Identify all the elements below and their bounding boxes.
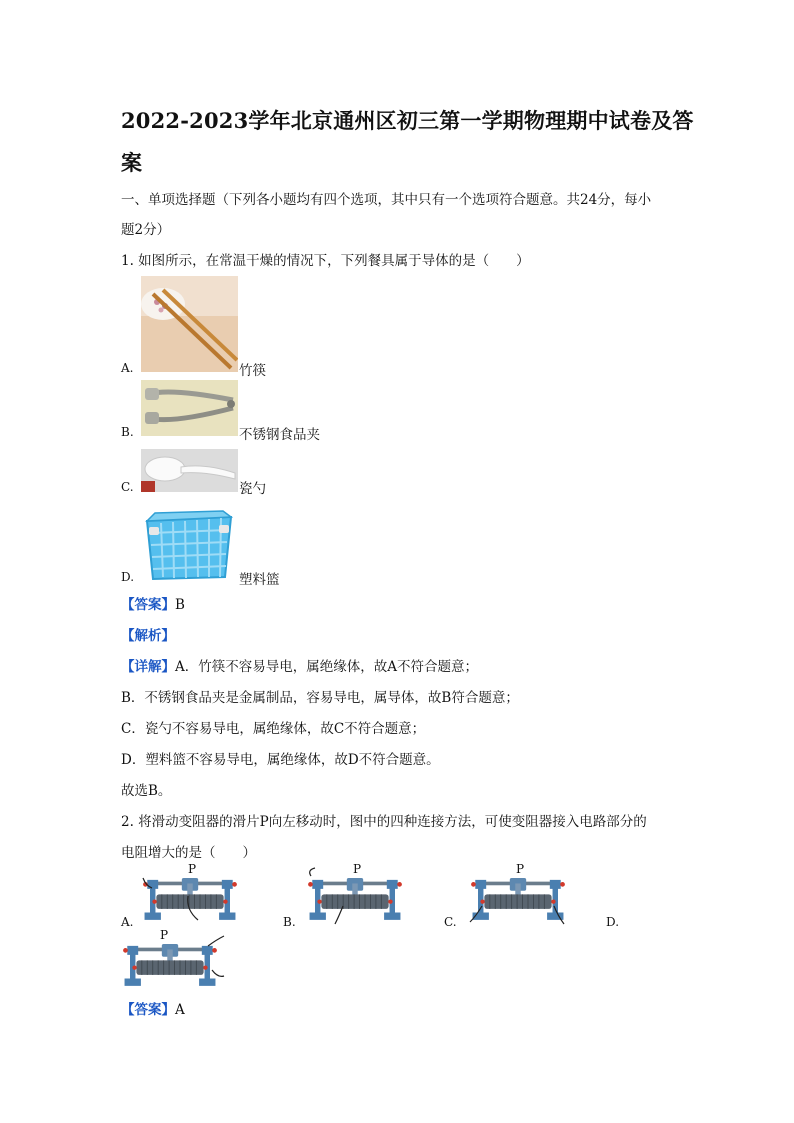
question-2-stem-line2: 电阻增大的是（ ） <box>121 845 256 861</box>
rheostat-a-image <box>140 862 240 926</box>
q2-option-a-letter: A. <box>121 915 134 929</box>
q1-conclusion: 故选B。 <box>121 783 172 799</box>
slider-label-p: P <box>188 862 197 876</box>
q2-option-c-letter: C. <box>444 915 457 929</box>
answer-tag: 【答案】 <box>121 1002 175 1018</box>
section-heading-line1: 一、单项选择题（下列各小题均有四个选项，其中只有一个选项符合题意。共24分，每小 <box>121 192 652 208</box>
q1-detail-line4: D．塑料篮不容易导电，属绝缘体，故D不符合题意。 <box>121 752 440 768</box>
slider-label-p: P <box>160 928 169 942</box>
q1-option-c-label: 瓷勺 <box>239 481 266 497</box>
q1-option-c-letter: C. <box>121 480 134 494</box>
detail-tag: 【详解】 <box>121 659 175 675</box>
slider-label-p: P <box>353 862 362 876</box>
q1-option-a-label: 竹筷 <box>239 363 266 379</box>
tongs-image <box>141 380 238 436</box>
section-heading-line2: 题2分） <box>121 222 171 238</box>
rheostat-c-image <box>468 862 568 926</box>
q1-option-b-letter: B. <box>121 425 134 439</box>
spoon-image <box>141 449 238 492</box>
answer-value: B <box>175 597 185 613</box>
q2-option-b-letter: B. <box>283 915 296 929</box>
q1-analysis-tag: 【解析】 <box>121 628 175 644</box>
slider-label-p: P <box>516 862 525 876</box>
answer-tag: 【答案】 <box>121 597 175 613</box>
basket-image <box>141 503 238 581</box>
q1-detail-line2: B．不锈钢食品夹是金属制品，容易导电，属导体，故B符合题意； <box>121 690 519 706</box>
document-title-line1: 2022-2023学年北京通州区初三第一学期物理期中试卷及答 <box>121 108 694 133</box>
question-1-stem: 1. 如图所示，在常温干燥的情况下，下列餐具属于导体的是（ ） <box>121 253 530 269</box>
q1-detail-line1 <box>121 655 478 675</box>
chopsticks-image <box>141 276 238 372</box>
q1-option-a-letter: A. <box>121 361 134 375</box>
rheostat-d-image <box>120 930 225 992</box>
rheostat-b-image <box>305 862 405 926</box>
q1-answer <box>121 593 185 613</box>
q1-option-b-label: 不锈钢食品夹 <box>239 427 320 443</box>
answer-value: A <box>175 1002 185 1018</box>
question-2-stem-line1: 2. 将滑动变阻器的滑片P向左移动时，图中的四种连接方法，可使变阻器接入电路部分的 <box>121 814 647 830</box>
q1-detail-line3: C．瓷勺不容易导电，属绝缘体，故C不符合题意； <box>121 721 426 737</box>
q1-option-d-letter: D. <box>121 570 135 584</box>
q1-option-d-label: 塑料篮 <box>239 572 280 588</box>
q2-option-d-letter: D. <box>606 915 620 929</box>
q2-answer <box>121 998 185 1018</box>
document-title-line2: 案 <box>121 150 143 175</box>
detail-text: A．竹筷不容易导电，属绝缘体，故A不符合题意； <box>175 659 478 675</box>
